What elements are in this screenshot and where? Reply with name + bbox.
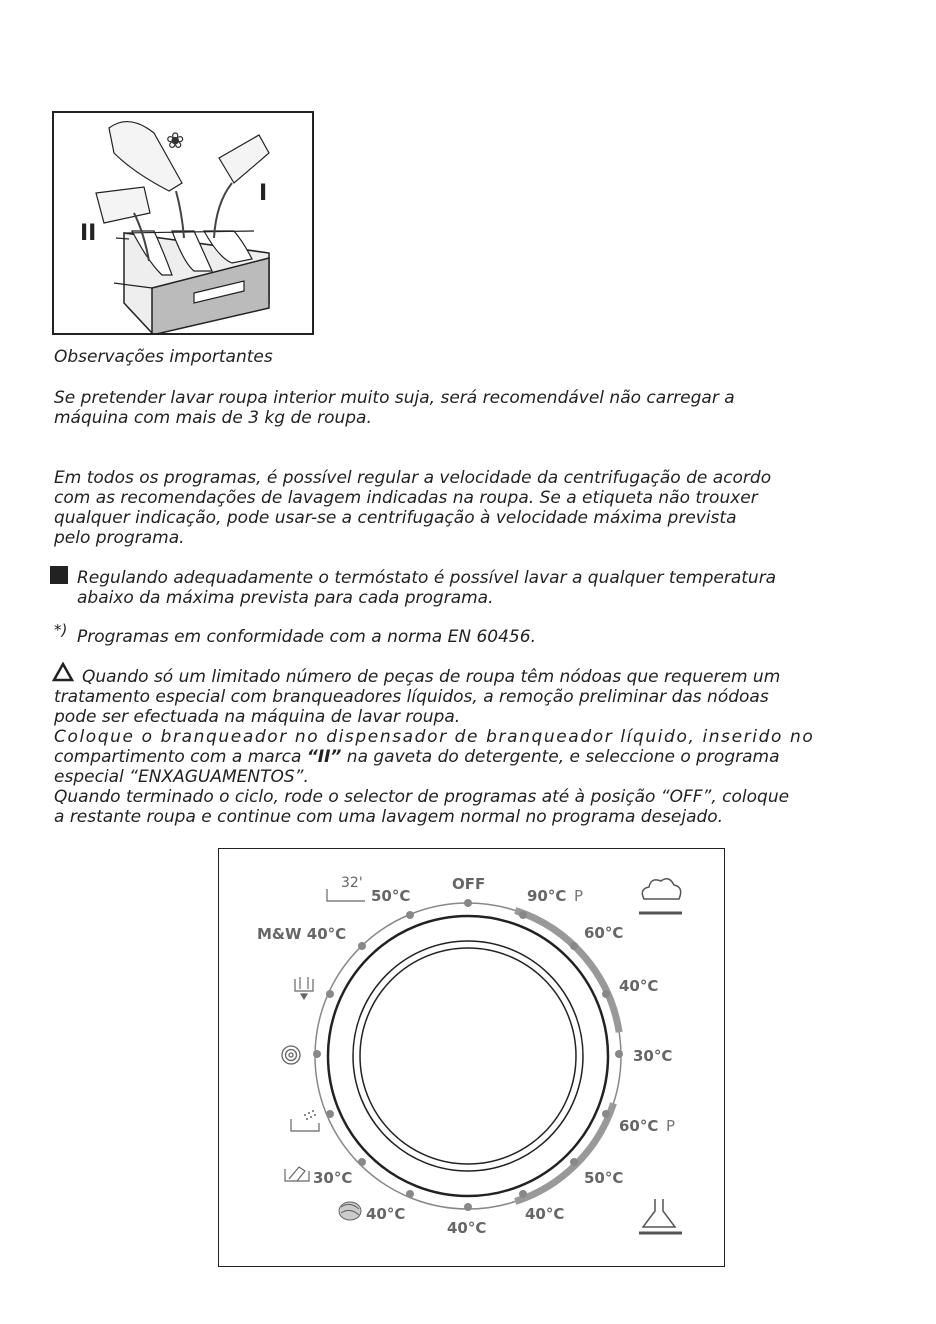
dial-dot [464, 899, 472, 907]
dial-dot [358, 942, 366, 950]
paragraph-1-line-2: máquina com mais de 3 kg de roupa. [54, 408, 372, 428]
dial-dot [313, 1050, 321, 1058]
dial-label-60-p-mark: P [666, 1117, 676, 1135]
dial-dot [326, 1110, 334, 1118]
paragraph-1 [54, 388, 834, 428]
paragraph-5-line-2: tratamento especial com branqueadores líquidos, a remoção preliminar das nódoas [54, 687, 769, 707]
paragraph-2-line-1: Em todos os programas, é possível regular a velocidade da centrifugação de acordo [54, 468, 772, 488]
rinse-icon [295, 977, 313, 999]
program-dial-panel [218, 848, 725, 1267]
paragraph-2-line-3: qualquer indicação, pode usar-se a centrifugação à velocidade máxima prevista [54, 508, 737, 528]
paragraph-5-line-3: pode ser efectuada na máquina de lavar roupa. [54, 707, 461, 727]
program-dial-drawing [219, 849, 723, 1265]
paragraph-3-line-2: abaixo da máxima prevista para cada programa. [77, 588, 494, 608]
wool-icon [339, 1202, 361, 1220]
compartment-label-II: II [80, 221, 97, 246]
dial-dot [519, 1190, 527, 1198]
square-bullet-icon [50, 566, 68, 584]
detergent-drawer-illustration [52, 111, 314, 335]
dial-knob-outer[interactable] [328, 916, 608, 1196]
dial-dot [406, 911, 414, 919]
flask-icon [639, 1199, 682, 1233]
dial-dot [602, 1110, 610, 1118]
shower-icon [291, 1110, 319, 1131]
dial-dot [358, 1158, 366, 1166]
dial-label-40-right: 40°C [619, 977, 659, 995]
paragraph-5 [54, 667, 890, 827]
dial-dot [406, 1190, 414, 1198]
compartment-mark: “II” [306, 747, 342, 767]
dial-label-60-p: 60°C [619, 1117, 659, 1135]
paragraph-2-line-4: pelo programa. [54, 528, 185, 548]
compartment-label-I: I [259, 181, 268, 206]
paragraph-5-line-8: a restante roupa e continue com uma lavagem normal no programa desejado. [54, 807, 724, 827]
dial-dot [615, 1050, 623, 1058]
dial-dot [570, 942, 578, 950]
dial-label-50-right: 50°C [584, 1169, 624, 1187]
dial-label-off: OFF [452, 875, 486, 893]
dial-label-40-bottom: 40°C [447, 1219, 487, 1237]
paragraph-3-line-1: Regulando adequadamente o termóstato é possível lavar a qualquer temperatura [77, 568, 777, 588]
paragraph-1-line-1: Se pretender lavar roupa interior muito suja, será recomendável não carregar a [54, 388, 735, 408]
paragraph-5-line-4: Coloque o branqueador no dispensador de branqueador líquido, inserido no [54, 727, 815, 747]
hand-wash-icon [285, 1167, 309, 1181]
dial-label-30-hand: 30°C [313, 1169, 353, 1187]
paragraph-2 [54, 468, 884, 548]
footnote-marker: *) [54, 621, 68, 639]
dial-dot [519, 911, 527, 919]
quick-wash-time: 32' [341, 875, 363, 891]
paragraph-5-line-5-b: na gaveta do detergente, e seleccione o programa [341, 747, 780, 767]
dial-label-60: 60°C [584, 924, 624, 942]
dial-label-90-p: P [574, 887, 584, 905]
dial-dot [602, 990, 610, 998]
section-heading: Observações importantes [54, 347, 273, 367]
paragraph-5-line-1: Quando só um limitado número de peças de roupa têm nódoas que requerem um [82, 667, 781, 687]
dial-dot [570, 1158, 578, 1166]
dial-label-40-wool: 40°C [366, 1205, 406, 1223]
dial-label-mw: M&W 40°C [257, 925, 347, 943]
paragraph-5-line-6: especial “ENXAGUAMENTOS”. [54, 767, 309, 787]
paragraph-5-line-7: Quando terminado o ciclo, rode o selector de programas até à posição “OFF”, coloque [54, 787, 790, 807]
quick-wash-icon [327, 875, 365, 901]
paragraph-2-line-2: com as recomendações de lavagem indicadas na roupa. Se a etiqueta não trouxer [54, 488, 758, 508]
paragraph-3 [77, 568, 897, 608]
dial-dot [464, 1203, 472, 1211]
paragraph-4: Programas em conformidade com a norma EN 60456. [77, 627, 536, 647]
paragraph-5-line-5-a: compartimento com a marca [54, 747, 307, 767]
dial-label-50: 50°C [371, 887, 411, 905]
dial-label-90: 90°C [527, 887, 567, 905]
flower-icon: ❀ [166, 129, 185, 154]
paragraph-5-line-5 [54, 747, 890, 767]
dial-dot [326, 990, 334, 998]
dial-label-30: 30°C [633, 1047, 673, 1065]
spin-icon [282, 1046, 300, 1064]
dial-label-40-lower-right: 40°C [525, 1205, 565, 1223]
cloud-icon [639, 879, 682, 913]
